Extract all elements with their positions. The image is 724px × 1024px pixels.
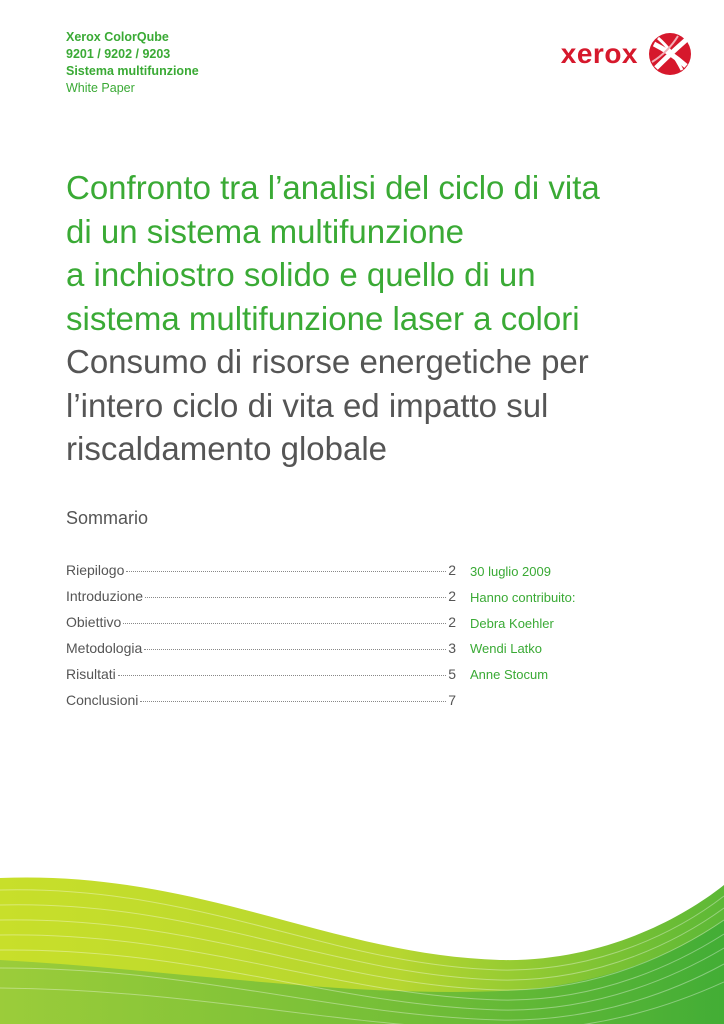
xerox-ball-icon bbox=[648, 32, 692, 76]
table-of-contents bbox=[66, 562, 456, 718]
document-type: White Paper bbox=[66, 81, 135, 95]
toc-page: 3 bbox=[448, 640, 456, 656]
product-name: Xerox ColorQube bbox=[66, 30, 169, 44]
model-numbers: 9201 / 9202 / 9203 bbox=[66, 47, 171, 61]
product-category: Sistema multifunzione bbox=[66, 64, 199, 78]
contributor-name: Anne Stocum bbox=[470, 667, 549, 683]
xerox-logo bbox=[561, 32, 692, 76]
toc-label: Conclusioni bbox=[66, 692, 139, 708]
title-line: sistema multifunzione laser a colori bbox=[66, 299, 580, 337]
toc-label: Riepilogo bbox=[66, 562, 125, 578]
document-meta bbox=[470, 564, 576, 693]
toc-page: 2 bbox=[448, 588, 456, 604]
title-line: di un sistema multifunzione bbox=[66, 212, 465, 250]
toc-entry[interactable] bbox=[66, 562, 456, 588]
document-header bbox=[66, 29, 199, 97]
subtitle-line: riscaldamento globale bbox=[66, 430, 388, 467]
decorative-swoosh bbox=[0, 850, 724, 1024]
summary-heading: Sommario bbox=[66, 508, 149, 528]
toc-label: Risultati bbox=[66, 666, 116, 682]
toc-page: 2 bbox=[448, 614, 456, 630]
toc-leader bbox=[126, 571, 446, 572]
logo-wordmark: xerox bbox=[560, 38, 638, 69]
toc-page: 7 bbox=[448, 692, 456, 708]
toc-leader bbox=[144, 649, 446, 650]
toc-entry[interactable] bbox=[66, 640, 456, 666]
toc-label: Introduzione bbox=[66, 588, 144, 604]
toc-label: Metodologia bbox=[66, 640, 143, 656]
toc-entry[interactable] bbox=[66, 588, 456, 614]
contributors-label: Hanno contribuito: bbox=[470, 589, 576, 605]
contributor-name: Wendi Latko bbox=[470, 641, 543, 657]
toc-leader bbox=[118, 675, 446, 676]
toc-leader bbox=[123, 623, 446, 624]
toc-label: Obiettivo bbox=[66, 614, 122, 630]
toc-entry[interactable] bbox=[66, 692, 456, 718]
subtitle-line: l’intero ciclo di vita ed impatto sul bbox=[66, 386, 549, 424]
title-line: Confronto tra l’analisi del ciclo di vita bbox=[66, 169, 600, 206]
toc-leader bbox=[145, 597, 446, 598]
toc-page: 5 bbox=[448, 666, 456, 682]
contributor-name: Debra Koehler bbox=[470, 615, 554, 631]
toc-page: 2 bbox=[448, 562, 456, 578]
subtitle-line: Consumo di risorse energetiche per bbox=[66, 343, 589, 380]
publication-date: 30 luglio 2009 bbox=[470, 564, 551, 579]
toc-entry[interactable] bbox=[66, 666, 456, 692]
toc-entry[interactable] bbox=[66, 614, 456, 640]
document-title bbox=[66, 166, 666, 471]
title-line: a inchiostro solido e quello di un bbox=[66, 256, 536, 293]
toc-leader bbox=[140, 701, 446, 702]
